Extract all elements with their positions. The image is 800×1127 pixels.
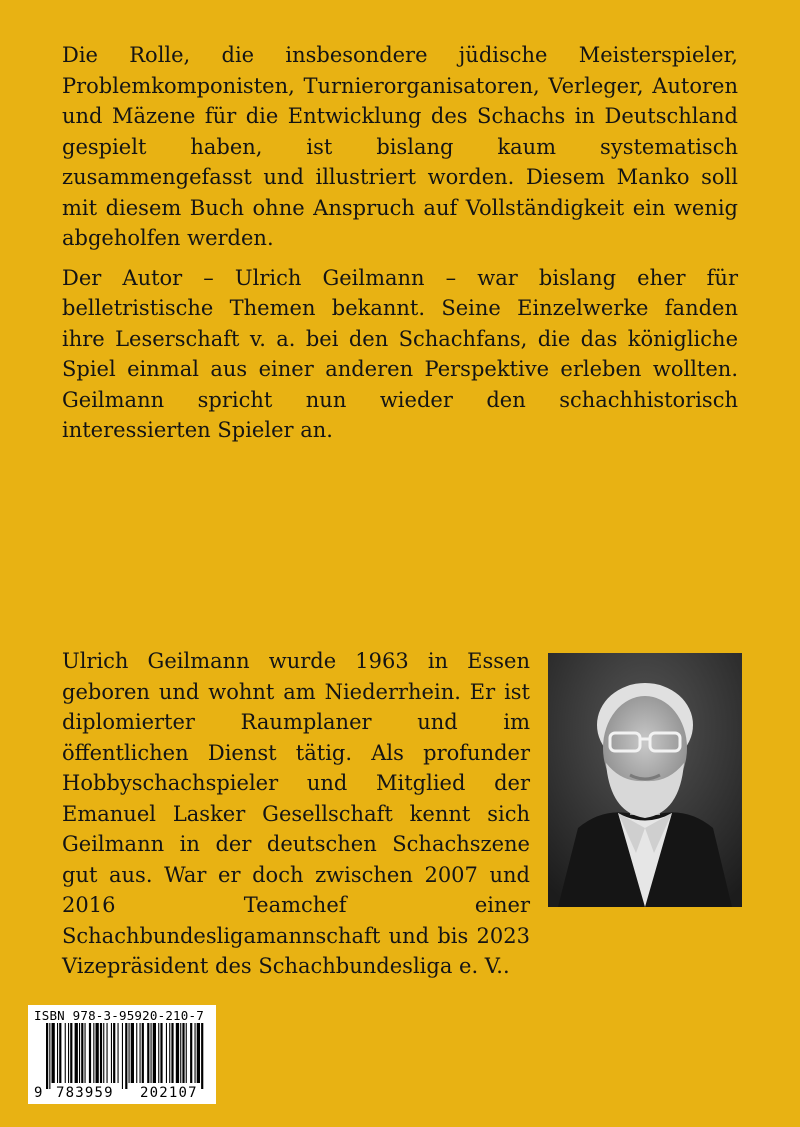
barcode-bar xyxy=(142,1023,144,1083)
barcode-bar xyxy=(75,1023,78,1083)
barcode-bar xyxy=(79,1023,80,1083)
barcode-bar xyxy=(169,1023,170,1083)
barcode xyxy=(28,1005,216,1104)
barcode-bar xyxy=(107,1023,108,1083)
barcode-bar xyxy=(182,1023,184,1083)
isbn-label: ISBN 978-3-95920-210-7 xyxy=(34,1008,204,1023)
barcode-bar xyxy=(195,1023,196,1083)
author-photo xyxy=(548,653,742,907)
author-bio-text: Ulrich Geilmann wurde 1963 in Essen geboren und wohnt am Niederrhein. Er ist diplomierter Raumplaner und im öffentlichen Dienst tätig. Als profunder Hobbyschachspieler und Mitglied der Emanuel Lasker Gesellschaft kennt sich Geilmann in der deutschen Schachszene gut aus. War er doch zwischen 2007 und 2016 Teamchef einer Schachbundesligamannschaft und bis 2023 Vizepräsident des Schachbundesliga e. V.. xyxy=(62,649,530,978)
barcode-bar xyxy=(147,1023,149,1083)
barcode-bar xyxy=(176,1023,179,1083)
barcode-bar xyxy=(59,1023,61,1083)
barcode-bar xyxy=(158,1023,159,1083)
barcode-bar xyxy=(131,1023,134,1083)
barcode-bar xyxy=(136,1023,137,1083)
barcode-left-digits: 783959 xyxy=(56,1085,114,1101)
barcode-bar xyxy=(46,1023,48,1089)
barcode-bar xyxy=(190,1023,192,1083)
barcode-bar xyxy=(57,1023,58,1083)
barcode-bar xyxy=(111,1023,112,1083)
barcode-bar xyxy=(93,1023,94,1083)
barcode-bar xyxy=(160,1023,162,1083)
barcode-bar xyxy=(197,1023,200,1083)
barcode-bar xyxy=(201,1023,203,1089)
barcode-bar xyxy=(180,1023,181,1083)
barcode-bar xyxy=(52,1023,55,1083)
barcode-bar xyxy=(125,1023,127,1089)
barcode-bar xyxy=(140,1023,141,1083)
barcode-bar xyxy=(118,1023,119,1083)
back-cover-blurb xyxy=(62,40,738,455)
barcode-bar xyxy=(89,1023,91,1083)
barcode-bar xyxy=(85,1023,86,1083)
barcode-bar xyxy=(151,1023,152,1083)
barcode-bar xyxy=(70,1023,72,1083)
barcode-bar xyxy=(166,1023,167,1083)
barcode-bar xyxy=(186,1023,187,1083)
blurb-paragraph-2: Der Autor – Ulrich Geilmann – war bislang eher für belletristische Themen bekannt. Seine Einzelwerke fanden ihre Leserschaft v. a. bei den Schachfans, die das königliche Spiel einmal aus einer anderen Perspektive erleben wollten. Geilmann spricht nun wieder den schachhistorisch interessierten Spieler an. xyxy=(62,265,738,442)
barcode-bar xyxy=(103,1023,104,1083)
barcode-bar xyxy=(65,1023,66,1083)
blurb-paragraph-1: Die Rolle, die insbesondere jüdische Meisterspieler, Problemkomponisten, Turnierorganisatoren, Verleger, Autoren und Mäzene für die Entwicklung des Schachs in Deutschland gespielt haben, ist bislang kaum systematisch zusammengefasst und illustriert worden. Diesem Manko soll mit diesem Buch ohne Anspruch auf Vollständigkeit ein wenig abgeholfen werden. xyxy=(62,43,738,250)
barcode-bar xyxy=(96,1023,99,1083)
author-bio xyxy=(62,646,530,982)
author-portrait-image xyxy=(548,653,742,907)
barcode-bars xyxy=(28,1023,216,1089)
barcode-bar xyxy=(129,1023,130,1083)
barcode-bar xyxy=(171,1023,173,1083)
barcode-bar xyxy=(49,1023,50,1089)
barcode-bar xyxy=(122,1023,123,1089)
barcode-bar xyxy=(68,1023,69,1083)
barcode-first-digit: 9 xyxy=(34,1085,44,1101)
barcode-bar xyxy=(113,1023,115,1083)
barcode-right-digits: 202107 xyxy=(140,1085,198,1101)
barcode-bar xyxy=(81,1023,83,1083)
barcode-bar xyxy=(153,1023,156,1083)
barcode-bar xyxy=(100,1023,102,1083)
